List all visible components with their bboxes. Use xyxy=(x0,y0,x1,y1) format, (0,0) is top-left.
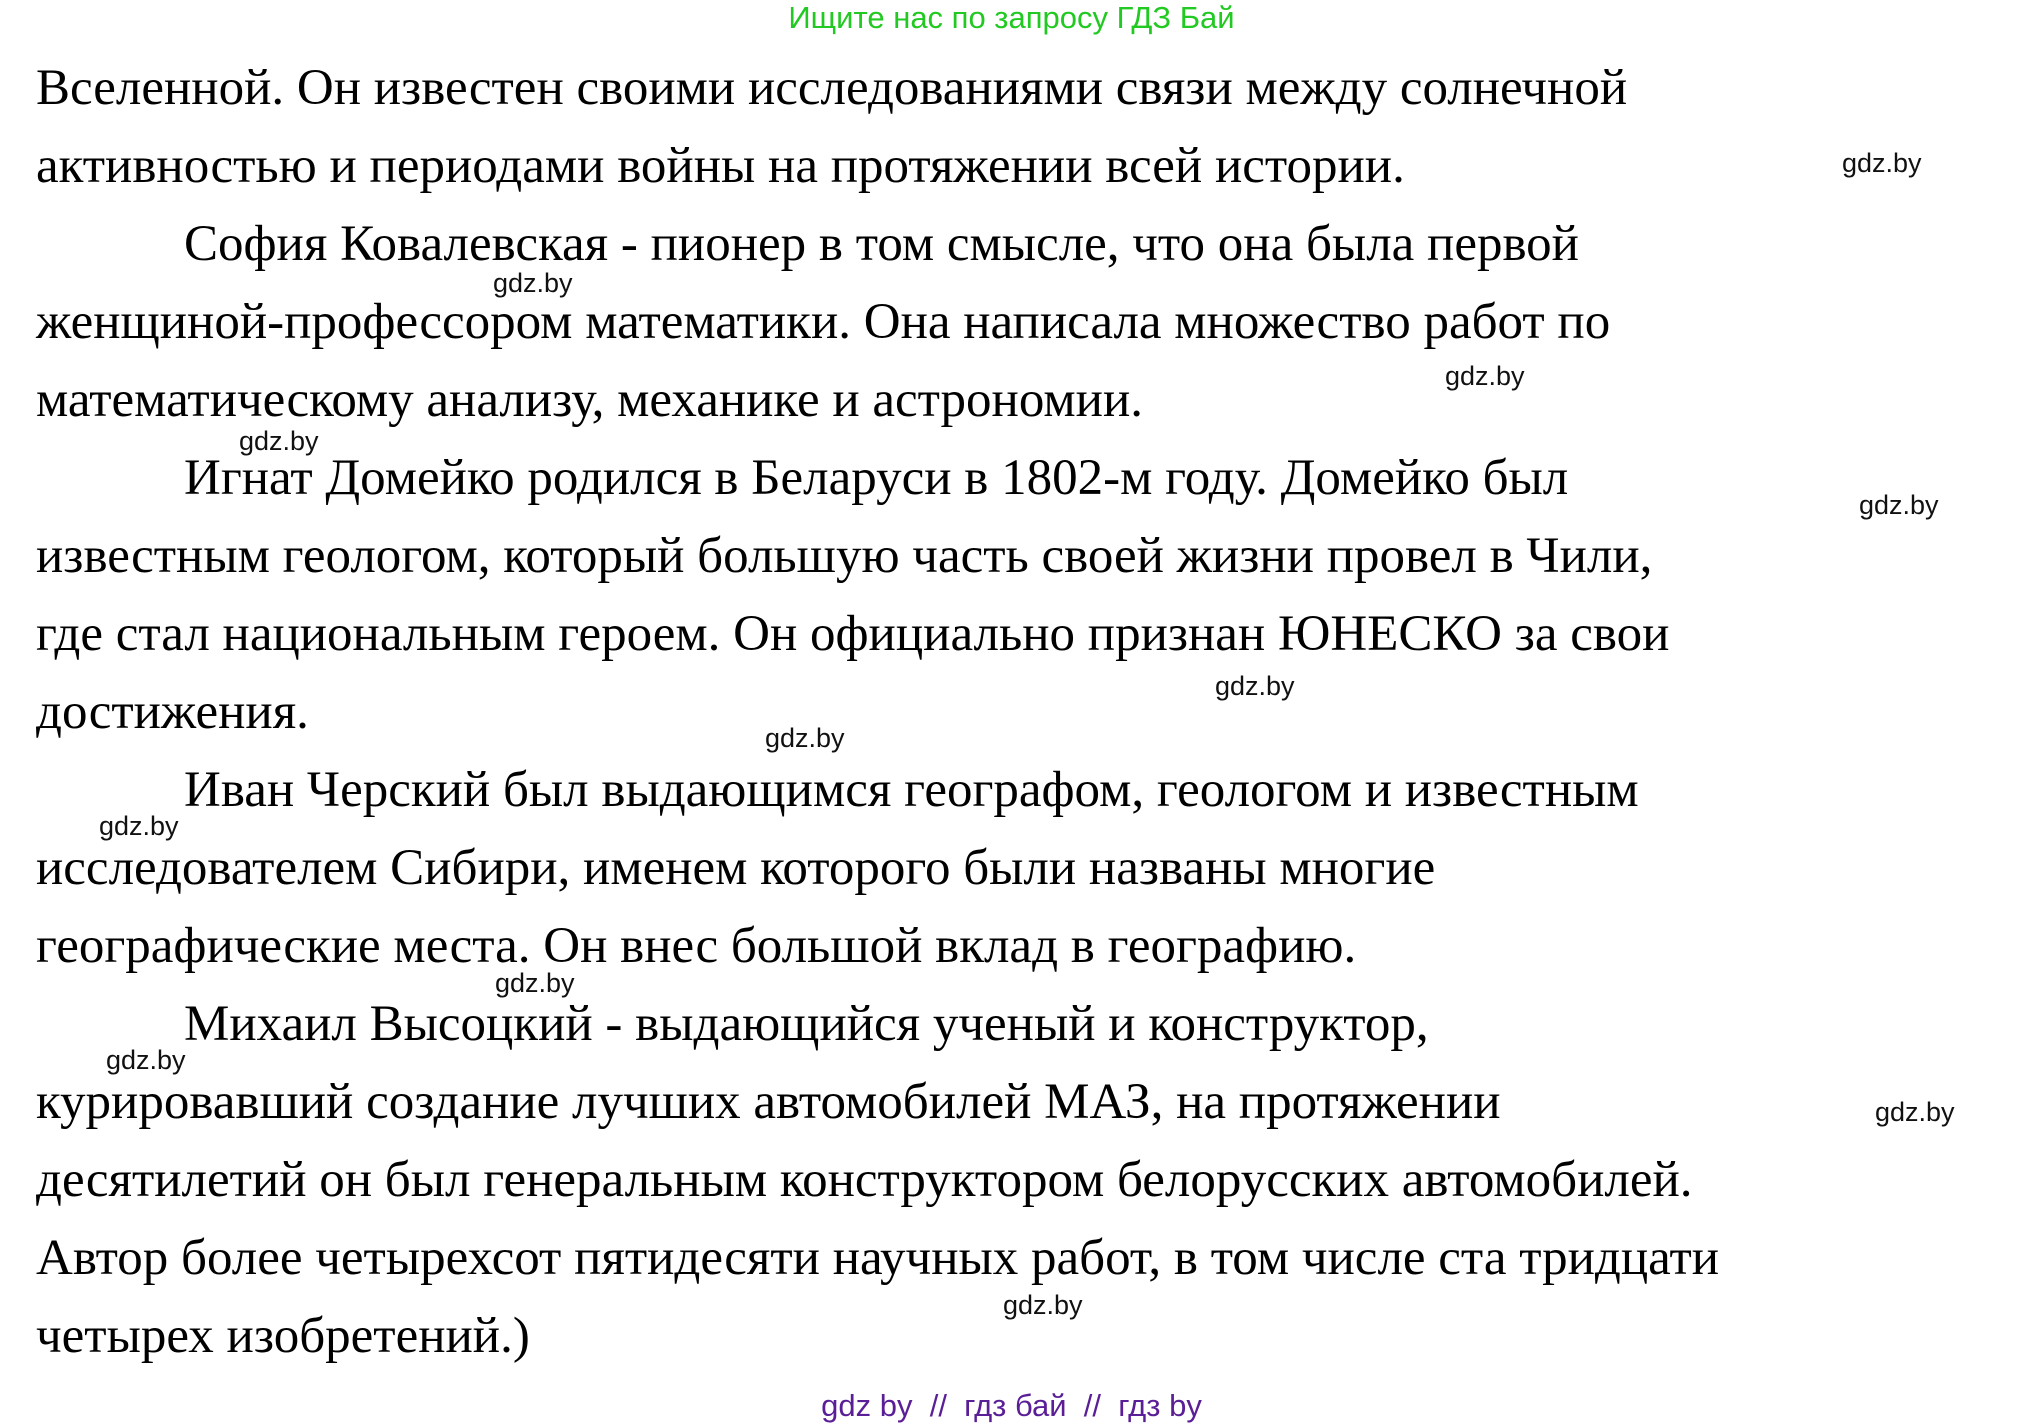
watermark: gdz.by xyxy=(1875,1097,1955,1127)
watermark: gdz.by xyxy=(1215,671,1295,701)
text-line: десятилетий он был генеральным конструктором белорусских автомобилей. xyxy=(36,1152,1693,1208)
text-line: активностью и периодами войны на протяжении всей истории. xyxy=(36,138,1405,194)
text-line: географические места. Он внес большой вклад в географию. xyxy=(36,918,1357,974)
text-line: Автор более четырехсот пятидесяти научных работ, в том числе ста тридцати xyxy=(36,1230,1720,1286)
text-line: исследователем Сибири, именем которого были названы многие xyxy=(36,840,1436,896)
watermark: gdz.by xyxy=(1859,490,1939,520)
watermark: gdz.by xyxy=(239,426,319,456)
watermark: gdz.by xyxy=(1445,361,1525,391)
text-line: достижения. xyxy=(36,684,309,740)
paragraph-start: Иван Черский был выдающимся географом, геологом и известным xyxy=(184,762,1639,818)
watermark: gdz.by xyxy=(493,268,573,298)
paragraph-start: Михаил Высоцкий - выдающийся ученый и конструктор, xyxy=(184,996,1429,1052)
text-line: математическому анализу, механике и астрономии. xyxy=(36,372,1143,428)
text-line: курировавший создание лучших автомобилей МАЗ, на протяжении xyxy=(36,1074,1501,1130)
watermark: gdz.by xyxy=(106,1045,186,1075)
paragraph-start: София Ковалевская - пионер в том смысле, что она была первой xyxy=(184,216,1579,272)
text-line: четырех изобретений.) xyxy=(36,1308,530,1364)
header-banner: Ищите нас по запросу ГДЗ Бай xyxy=(788,0,1235,35)
paragraph-start: Игнат Домейко родился в Беларуси в 1802-м году. Домейко был xyxy=(184,450,1569,506)
text-line: Вселенной. Он известен своими исследованиями связи между солнечной xyxy=(36,60,1628,116)
watermark: gdz.by xyxy=(1003,1290,1083,1320)
text-line: где стал национальным героем. Он официально признан ЮНЕСКО за свои xyxy=(36,606,1670,662)
text-line: женщиной-профессором математики. Она написала множество работ по xyxy=(36,294,1611,350)
watermark: gdz.by xyxy=(765,723,845,753)
watermark: gdz.by xyxy=(99,811,179,841)
watermark: gdz.by xyxy=(1842,148,1922,178)
footer-banner: gdz by // гдз бай // гдз by xyxy=(821,1388,1202,1423)
watermark: gdz.by xyxy=(495,968,575,998)
text-line: известным геологом, который большую часть своей жизни провел в Чили, xyxy=(36,528,1653,584)
